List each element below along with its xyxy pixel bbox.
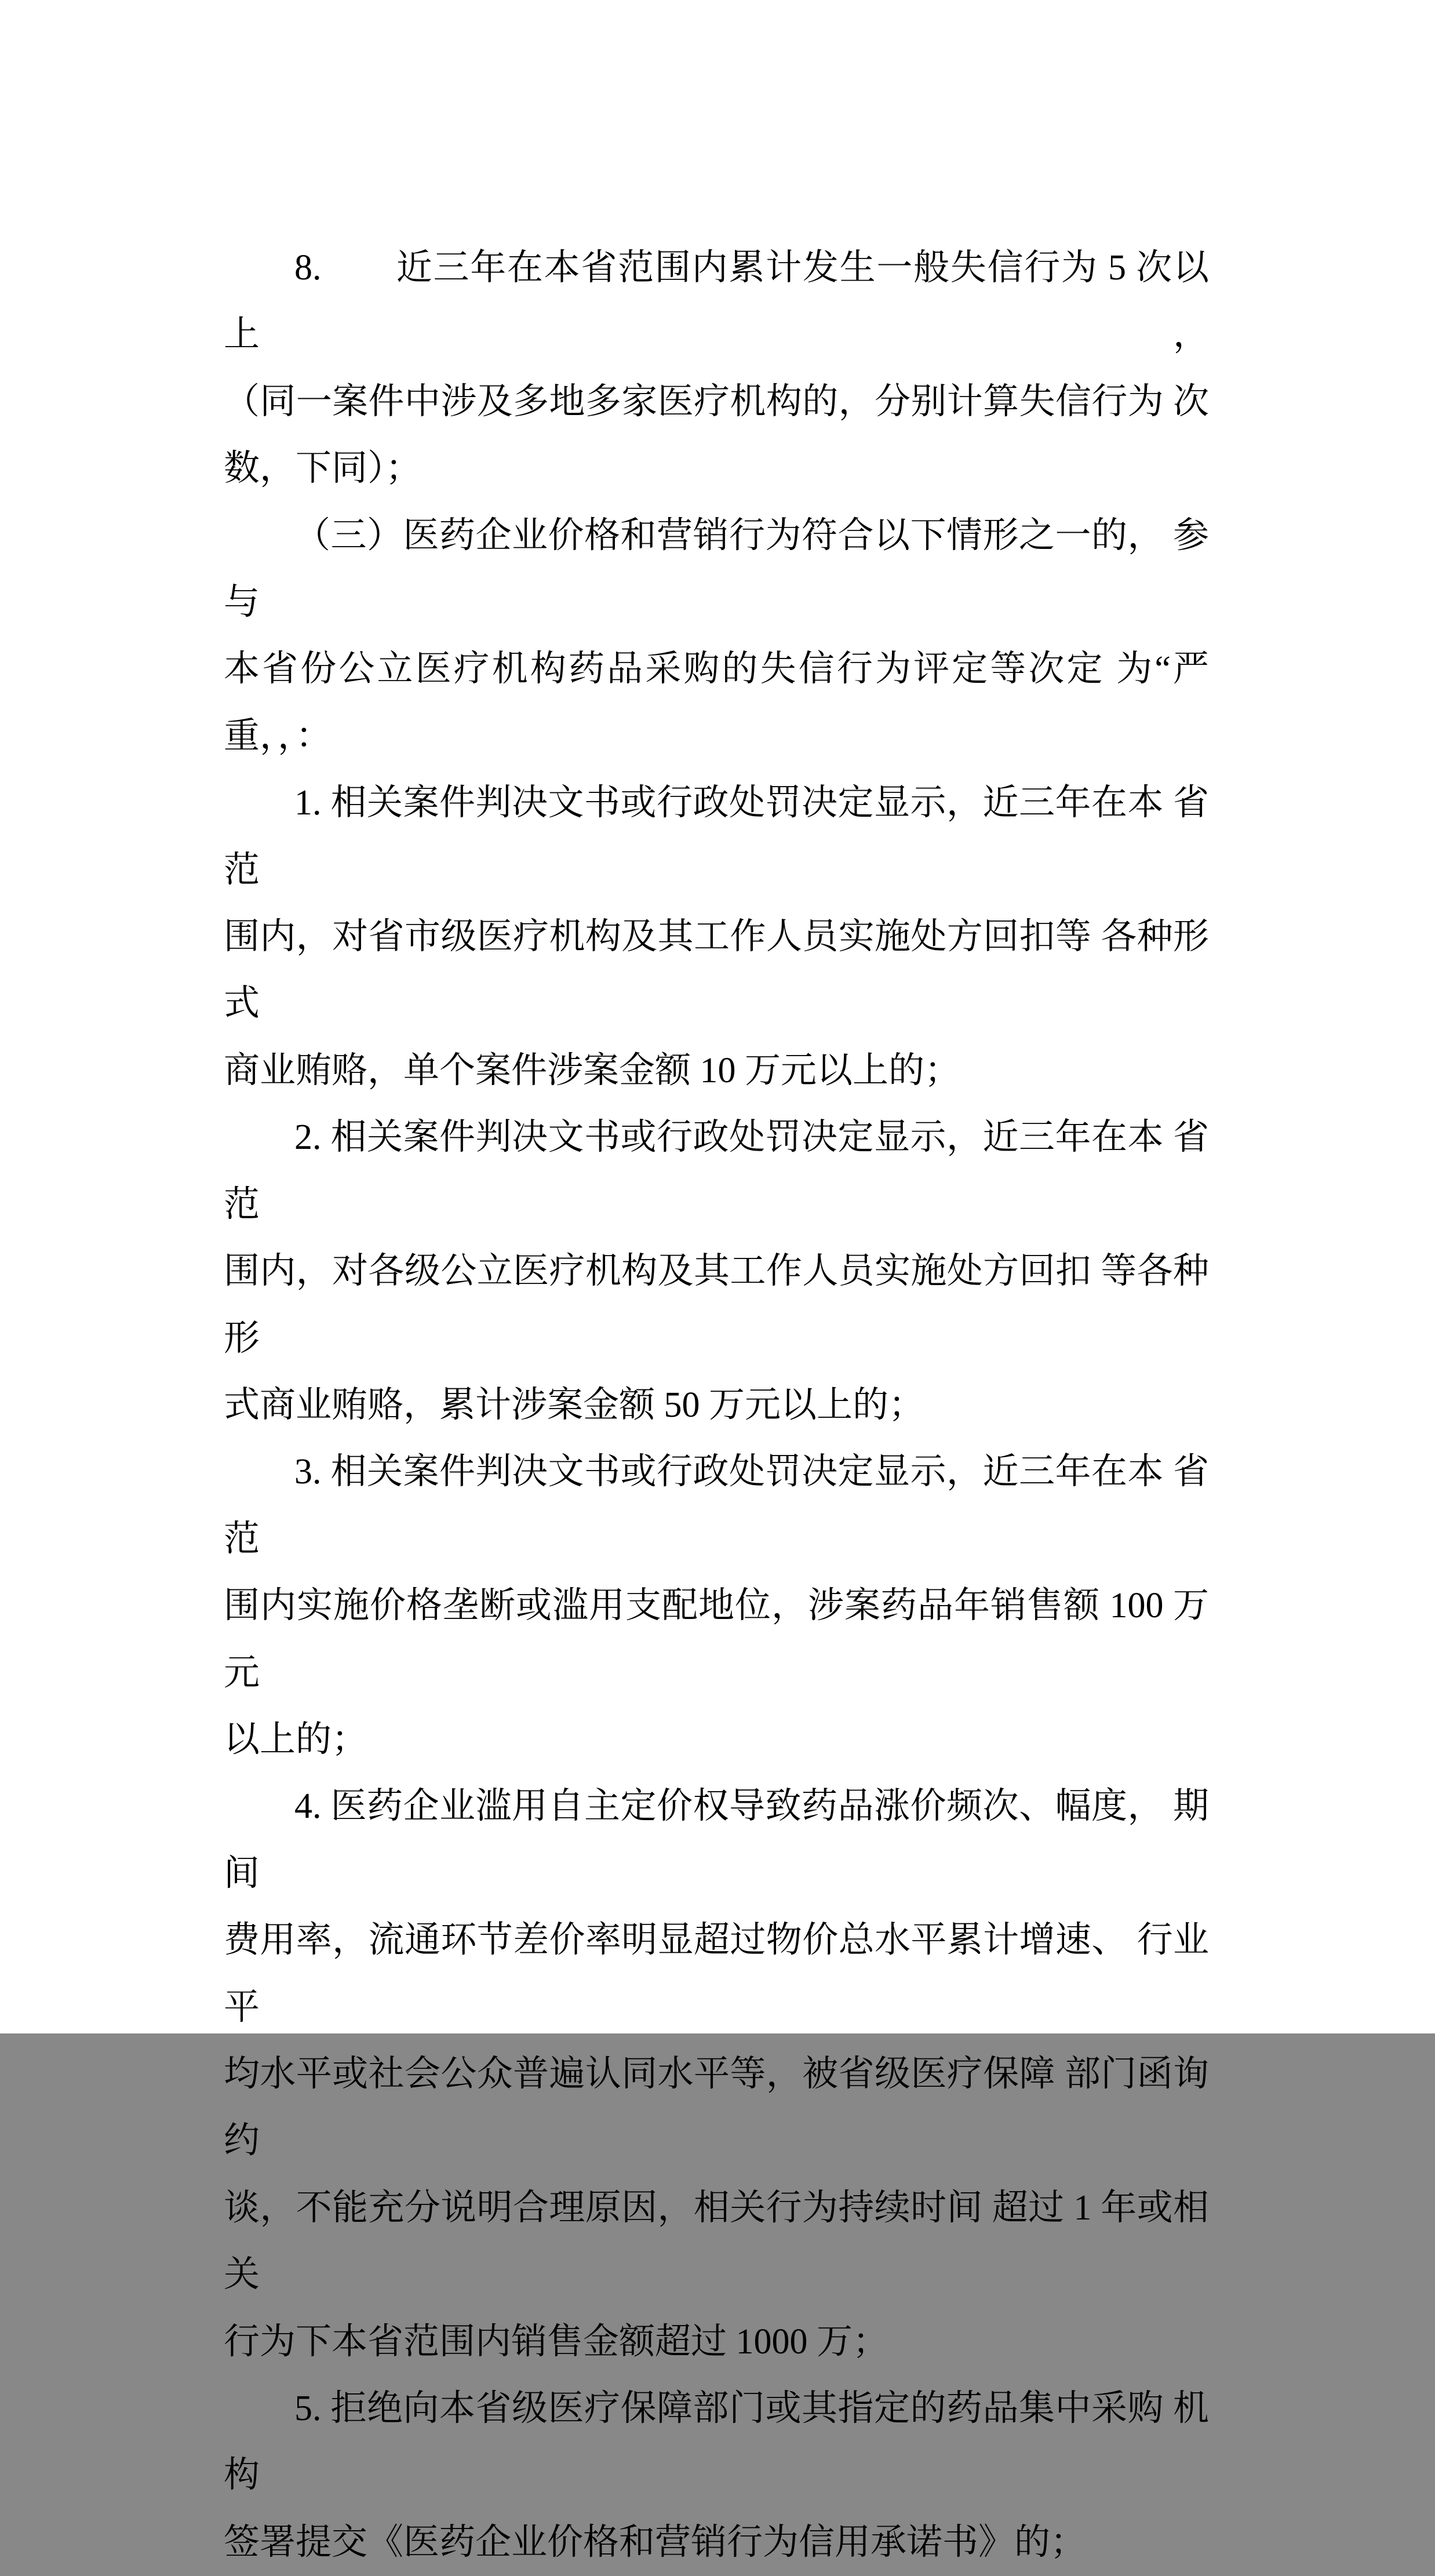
paragraph-item-3 [224, 1439, 1209, 1773]
paragraph-line: 式商业贿赂，累计涉案金额 50 万元以上的； [224, 1385, 925, 1425]
paragraph-line: 行为下本省范围内销售金额超过 1000 万； [224, 2322, 889, 2362]
paragraph-item-4 [224, 1773, 1209, 2375]
paragraph-item-5 [224, 2375, 1209, 2576]
paragraph-line: 重，，： [224, 716, 332, 756]
paragraph-line: 费用率，流通环节差价率明显超过物价总水平累计增速、 行业平 [224, 1920, 1209, 2027]
paragraph-item-8 [224, 235, 1209, 503]
paragraph-section-san [224, 503, 1209, 770]
paragraph-line: 以上的； [224, 1719, 368, 1759]
paragraph-line: 围内，对各级公立医疗机构及其工作人员实施处方回扣 等各种形 [224, 1251, 1209, 1358]
paragraph-line: 4. 医药企业滥用自主定价权导致药品涨价频次、幅度， 期间 [224, 1787, 1209, 1893]
paragraph-line: 均水平或社会公众普遍认同水平等，被省级医疗保障 部门函询约 [224, 2054, 1209, 2161]
paragraph-item-2 [224, 1104, 1209, 1439]
paragraph-line: 8. 近三年在本省范围内累计发生一般失信行为 5 次以上， [224, 248, 1209, 355]
paragraph-line: （三）医药企业价格和营销行为符合以下情形之一的， 参与 [224, 515, 1209, 623]
paragraph-item-1 [224, 770, 1209, 1104]
paragraph-line: 围内，对省市级医疗机构及其工作人员实施处方回扣等 各种形式 [224, 917, 1209, 1024]
paragraph-line: 签署提交《医药企业价格和营销行为信用承诺书》的； [224, 2522, 1087, 2562]
document-body [224, 235, 1209, 2576]
paragraph-line: 围内实施价格垄断或滥用支配地位，涉案药品年销售额 100 万元 [224, 1586, 1209, 1693]
paragraph-line: 5. 拒绝向本省级医疗保障部门或其指定的药品集中采购 机构 [224, 2389, 1209, 2495]
paragraph-line: 数，下同）； [224, 449, 422, 489]
paragraph-line: 3. 相关案件判决文书或行政处罚决定显示，近三年在本 省范 [224, 1452, 1209, 1559]
paragraph-line: 谈，不能充分说明合理原因，相关行为持续时间 超过 1 年或相关 [224, 2188, 1209, 2295]
paragraph-line: 商业贿赂，单个案件涉案金额 10 万元以上的； [224, 1050, 961, 1090]
paragraph-line: 2. 相关案件判决文书或行政处罚决定显示，近三年在本 省范 [224, 1118, 1209, 1224]
paragraph-line: 1. 相关案件判决文书或行政处罚决定显示，近三年在本 省范 [224, 783, 1209, 890]
paragraph-line: （同一案件中涉及多地多家医疗机构的，分别计算失信行为 次 [224, 381, 1209, 421]
paragraph-line: 本省份公立医疗机构药品采购的失信行为评定等次定 为“严 [224, 649, 1209, 689]
